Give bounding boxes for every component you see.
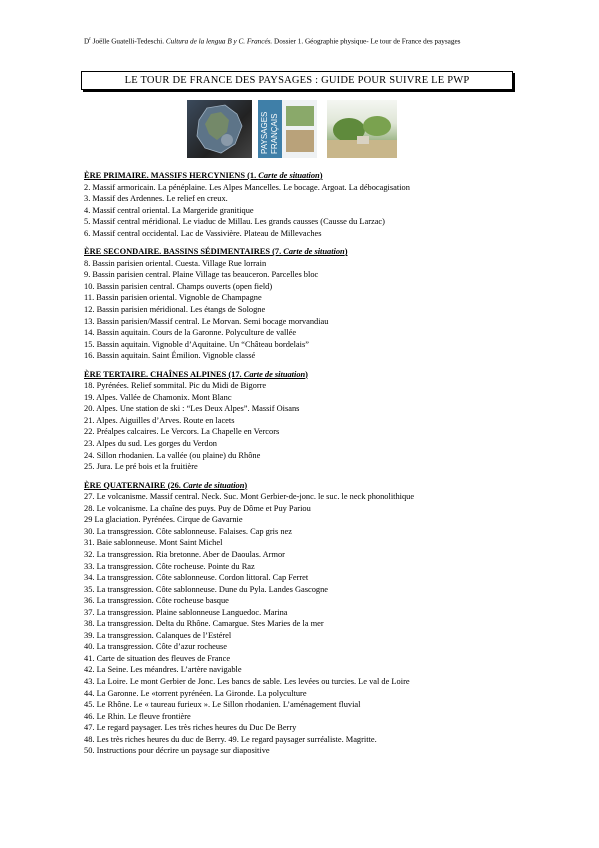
- list-item: 5. Massif central méridional. Le viaduc de Millau. Les grands causses (Causse du Larzac): [84, 217, 385, 227]
- list-item: 19. Alpes. Vallée de Chamonix. Mont Blanc: [84, 392, 232, 402]
- section-quaternaire: [84, 480, 524, 757]
- list-item: 32. La transgression. Ria bretonne. Aber de Daoulas. Armor: [84, 549, 285, 559]
- list-item: 48. Les très riches heures du duc de Berry. 49. Le regard paysager surréaliste. Magritte.: [84, 734, 377, 744]
- list-item: 10. Bassin parisien central. Champs ouverts (open field): [84, 281, 273, 291]
- list-item: 24. Sillon rhodanien. La vallée (ou plaine) du Rhône: [84, 450, 261, 460]
- list-item: 11. Bassin parisien oriental. Vignoble de Champagne: [84, 293, 262, 303]
- list-item: 18. Pyrénées. Relief sommital. Pic du Midi de Bigorre: [84, 381, 267, 391]
- list-item: 46. Le Rhin. Le fleuve frontière: [84, 711, 191, 721]
- list-item: 23. Alpes du sud. Les gorges du Verdon: [84, 439, 217, 449]
- france-map-image: [187, 100, 252, 158]
- paysages-francais-book-image: [258, 100, 317, 158]
- section-primaire: [84, 170, 524, 239]
- book-title-line1: PAYSAGES: [260, 111, 269, 154]
- guide-content: [84, 170, 524, 764]
- book-title-line2: FRANÇAIS: [270, 113, 279, 154]
- list-item: 2. Massif armoricain. La pénéplaine. Les Alpes Mancelles. Le bocage. Argoat. La débocagisation: [84, 182, 410, 192]
- list-item: 28. Le volcanisme. La chaîne des puys. Puy de Dôme et Puy Pariou: [84, 503, 311, 513]
- book-cover-icon: [258, 100, 317, 158]
- section-title: ÈRE TERTAIRE. CHAÎNES ALPINES (17. Carte de situation): [84, 369, 308, 379]
- section-tertiaire: [84, 369, 524, 473]
- header-dossier: Dossier 1. Géographie physique- Le tour de France des paysages: [274, 37, 461, 46]
- page-header: [84, 37, 460, 45]
- list-item: 3. Massif des Ardennes. Le relief en creux.: [84, 194, 228, 204]
- section-title: ÈRE QUATERNAIRE (26. Carte de situation): [84, 480, 248, 490]
- list-item: 22. Préalpes calcaires. Le Vercors. La Chapelle en Vercors: [84, 427, 280, 437]
- list-item: 25. Jura. Le pré bois et la fruitière: [84, 462, 198, 472]
- list-item: 37. La transgression. Plaine sablonneuse Languedoc. Marina: [84, 607, 288, 617]
- section-secondaire: [84, 246, 524, 361]
- header-course: Cultura de la lengua B y C. Francés.: [165, 37, 273, 46]
- list-item: 47. Le regard paysager. Les très riches heures du Duc De Berry: [84, 723, 297, 733]
- header-author-rest: Joëlle Guatelli-Tedeschi.: [90, 37, 165, 46]
- list-item: 40. La transgression. Côte d’azur rocheuse: [84, 642, 228, 652]
- landscape-icon: [327, 100, 397, 158]
- list-item: 41. Carte de situation des fleuves de France: [84, 653, 231, 663]
- section-title: ÈRE PRIMAIRE. MASSIFS HERCYNIENS (1. Carte de situation): [84, 171, 323, 180]
- list-item: 12. Bassin parisien méridional. Les étangs de Sologne: [84, 305, 266, 315]
- list-item: 50. Instructions pour décrire un paysage sur diapositive: [84, 746, 270, 756]
- list-item: 27. Le volcanisme. Massif central. Neck. Suc. Mont Gerbier-de-jonc. le suc. le neck phonolithique: [84, 492, 415, 502]
- list-item: 44. La Garonne. Le «torrent pyrénéen. La Gironde. La polyculture: [84, 688, 307, 698]
- header-author: D: [84, 37, 90, 46]
- document-title-text: LE TOUR DE FRANCE DES PAYSAGES : GUIDE POUR SUIVRE LE PWP: [124, 75, 470, 86]
- list-item: 8. Bassin parisien oriental. Cuesta. Village Rue lorrain: [84, 258, 267, 268]
- header-author-sup: r: [89, 37, 91, 42]
- list-item: 45. Le Rhône. Le « taureau furieux ». Le Sillon rhodanien. L’aménagement fluvial: [84, 700, 361, 710]
- document-title: [81, 71, 513, 90]
- list-item: 43. La Loire. Le mont Gerbier de Jonc. Les bancs de sable. Les levées ou turcies. Le val de Loire: [84, 676, 410, 686]
- list-item: 39. La transgression. Calanques de l’Estérel: [84, 630, 232, 640]
- list-item: 20. Alpes. Une station de ski : “Les Deux Alpes”. Massif Oisans: [84, 404, 300, 414]
- list-item: 9. Bassin parisien central. Plaine Village tas beauceron. Parcelles bloc: [84, 270, 319, 280]
- france-map-icon: [187, 100, 252, 158]
- list-item: 6. Massif central occidental. Lac de Vassivière. Plateau de Millevaches: [84, 228, 322, 238]
- list-item: 34. La transgression. Côte sablonneuse. Cordon littoral. Cap Ferret: [84, 573, 309, 583]
- list-item: 29 La glaciation. Pyrénées. Cirque de Gavarnie: [84, 515, 243, 525]
- list-item: 16. Bassin aquitain. Saint Émilion. Vignoble classé: [84, 351, 256, 361]
- list-item: 13. Bassin parisien/Massif central. Le Morvan. Semi bocage morvandiau: [84, 316, 329, 326]
- list-item: 21. Alpes. Aiguilles d’Arves. Route en lacets: [84, 415, 235, 425]
- list-item: 14. Bassin aquitain. Cours de la Garonne. Polyculture de vallée: [84, 328, 297, 338]
- list-item: 42. La Seine. Les méandres. L’artère navigable: [84, 665, 242, 675]
- list-item: 38. La transgression. Delta du Rhône. Camargue. Stes Maries de la mer: [84, 619, 324, 629]
- list-item: 4. Massif central oriental. La Margeride granitique: [84, 205, 254, 215]
- list-item: 31. Baie sablonneuse. Mont Saint Michel: [84, 538, 223, 548]
- list-item: 15. Bassin aquitain. Vignoble d’Aquitaine. Un “Château bordelais”: [84, 339, 309, 349]
- list-item: 33. La transgression. Côte rocheuse. Pointe du Raz: [84, 561, 255, 571]
- section-title: ÈRE SECONDAIRE. BASSINS SÉDIMENTAIRES (7. Carte de situation): [84, 247, 348, 257]
- list-item: 30. La transgression. Côte sablonneuse. Falaises. Cap gris nez: [84, 526, 292, 536]
- list-item: 36. La transgression. Côte rocheuse basque: [84, 596, 229, 606]
- list-item: 35. La transgression. Côte sablonneuse. Dune du Pyla. Landes Gascogne: [84, 584, 328, 594]
- landscape-painting-image: [327, 100, 397, 158]
